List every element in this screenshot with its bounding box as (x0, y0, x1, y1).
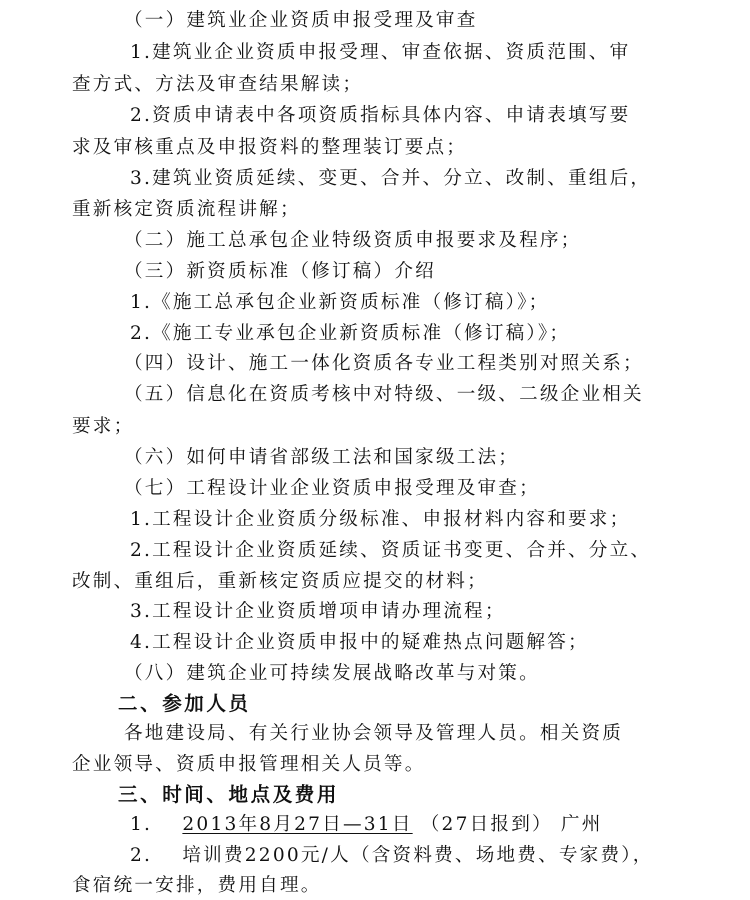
sub1-item2-line1: 2.资质申请表中各项资质指标具体内容、申请表填写要 (130, 105, 631, 126)
section3-item1-date: 2013年8月27日—31日 (182, 814, 413, 835)
sub4-title: （四）设计、施工一体化资质各专业工程类别对照关系； (124, 353, 644, 374)
sub1-item1-line1: 1.建筑业企业资质申报受理、审查依据、资质范围、审 (130, 42, 631, 63)
section3-item1 (130, 810, 603, 839)
section2-heading: 二、参加人员 (118, 692, 251, 715)
sub7-item4: 4.工程设计企业资质申报中的疑难热点问题解答； (130, 632, 589, 653)
section3-item1-number: 1. (130, 814, 153, 835)
sub2-title: （二）施工总承包企业特级资质申报要求及程序； (124, 230, 582, 251)
section2-line1: 各地建设局、有关行业协会领导及管理人员。相关资质 (124, 723, 624, 744)
sub7-item2-line2: 改制、重组后，重新核定资质应提交的材料； (72, 571, 488, 592)
sub1-item2-line2: 求及审核重点及申报资料的整理装订要点； (72, 137, 468, 158)
sub3-item1: 1.《施工总承包企业新资质标准（修订稿）》； (130, 292, 550, 313)
sub3-title: （三）新资质标准（修订稿）介绍 (124, 261, 436, 282)
sub8-title: （八）建筑企业可持续发展战略改革与对策。 (124, 663, 540, 684)
section2-line2: 企业领导、资质申报管理相关人员等。 (72, 754, 426, 775)
sub7-title: （七）工程设计业企业资质申报受理及审查； (124, 478, 540, 499)
sub5-line1: （五）信息化在资质考核中对特级、一级、二级企业相关 (124, 384, 644, 405)
sub5-line2: 要求； (72, 416, 135, 437)
section3-item2-text: 培训费2200元/人（含资料费、场地费、专家费）， (182, 845, 654, 866)
sub1-item1-line2: 查方式、方法及审查结果解读； (72, 74, 364, 95)
sub1-item3-line1: 3.建筑业资质延续、变更、合并、分立、改制、重组后， (130, 168, 652, 189)
section3-item2-line2: 食宿统一安排，费用自理。 (72, 875, 322, 896)
section3-heading: 三、时间、地点及费用 (118, 783, 340, 806)
sub1-title: （一）建筑业企业资质申报受理及审查 (124, 10, 478, 31)
sub6-title: （六）如何申请省部级工法和国家级工法； (124, 447, 520, 468)
section3-item1-rest: （27日报到） 广州 (420, 814, 603, 835)
section3-item2-number: 2. (130, 845, 153, 866)
sub1-item3-line2: 重新核定资质流程讲解； (72, 199, 301, 220)
sub7-item2-line1: 2.工程设计企业资质延续、资质证书变更、合并、分立、 (130, 540, 652, 561)
sub7-item3: 3.工程设计企业资质增项申请办理流程； (130, 601, 506, 622)
sub3-item2: 2.《施工专业承包企业新资质标准（修订稿）》； (130, 323, 571, 344)
section3-item2-line1 (130, 841, 654, 870)
sub7-item1: 1.工程设计企业资质分级标准、申报材料内容和要求； (130, 509, 631, 530)
